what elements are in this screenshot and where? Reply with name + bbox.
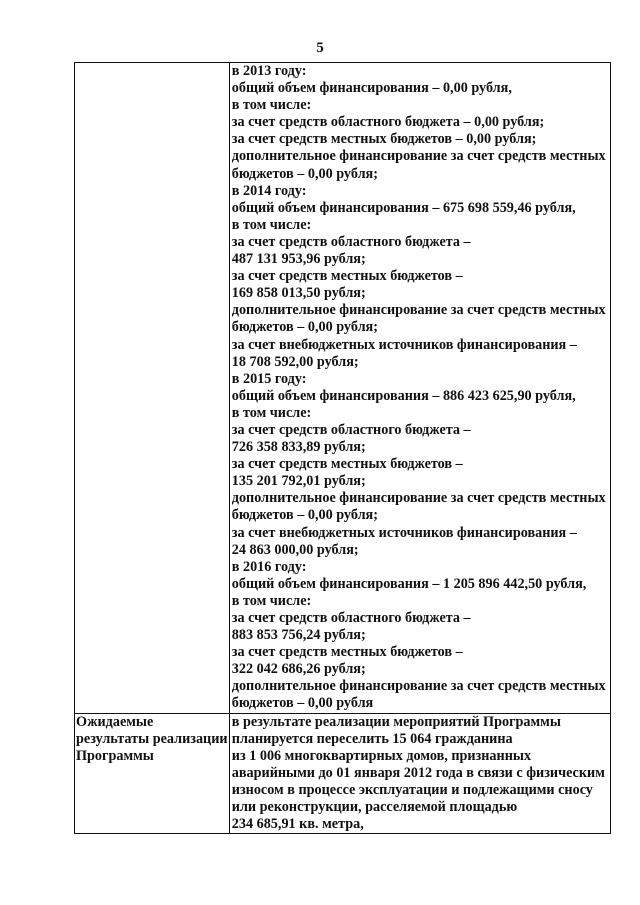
content-line: 234 685,91 кв. метра, <box>229 816 610 833</box>
row-label-cell <box>75 713 230 834</box>
content-line: 726 358 833,89 рубля; <box>229 439 610 456</box>
content-line: 487 131 953,96 рубля; <box>229 251 610 268</box>
content-line: общий объем финансирования – 886 423 625,90 рубля, <box>229 388 610 405</box>
content-line: 169 858 013,50 рубля; <box>229 285 610 302</box>
table-row <box>75 63 611 714</box>
content-line: 322 042 686,26 рубля; <box>229 661 610 678</box>
content-line: в том числе: <box>229 97 610 114</box>
content-line: за счет средств местных бюджетов – <box>229 456 610 473</box>
content-line: 883 853 756,24 рубля; <box>229 627 610 644</box>
row-label-line: Ожидаемые <box>76 713 154 730</box>
content-line: планируется переселить 15 064 гражданина <box>229 731 610 748</box>
content-line: бюджетов – 0,00 рубля; <box>229 319 610 336</box>
content-line: или реконструкции, расселяемой площадью <box>229 799 610 816</box>
content-line: дополнительное финансирование за счет средств местных <box>229 148 610 165</box>
content-line: бюджетов – 0,00 рубля <box>229 695 610 712</box>
content-line: за счет средств областного бюджета – <box>229 422 610 439</box>
content-line: дополнительное финансирование за счет средств местных <box>229 678 610 695</box>
row-label-cell <box>75 63 230 714</box>
content-line: в том числе: <box>229 405 610 422</box>
content-line: за счет средств местных бюджетов – 0,00 рубля; <box>229 131 610 148</box>
content-line: в 2014 году: <box>229 183 610 200</box>
content-line: 24 863 000,00 рубля; <box>229 542 610 559</box>
row-label-line: Программы <box>76 747 154 764</box>
content-line: износом в процессе эксплуатации и подлежащими сносу <box>229 782 610 799</box>
content-line: в 2013 году: <box>229 63 610 80</box>
content-line: за счет средств областного бюджета – <box>229 610 610 627</box>
content-line: в 2015 году: <box>229 371 610 388</box>
content-line: в том числе: <box>229 593 610 610</box>
row-label-line: результаты реализации <box>76 730 228 747</box>
content-line: общий объем финансирования – 675 698 559,46 рубля, <box>229 200 610 217</box>
content-line: дополнительное финансирование за счет средств местных <box>229 490 610 507</box>
content-line: аварийными до 01 января 2012 года в связи с физическим <box>229 765 610 782</box>
content-line: за счет внебюджетных источников финансирования – <box>229 337 610 354</box>
content-line: из 1 006 многоквартирных домов, признанных <box>229 748 610 765</box>
content-line: за счет средств местных бюджетов – <box>229 644 610 661</box>
content-line: за счет средств местных бюджетов – <box>229 268 610 285</box>
content-line: за счет внебюджетных источников финансирования – <box>229 525 610 542</box>
content-line: общий объем финансирования – 0,00 рубля, <box>229 80 610 97</box>
row-content-cell <box>229 63 610 714</box>
table-row <box>75 713 611 834</box>
content-line: бюджетов – 0,00 рубля; <box>229 166 610 183</box>
content-line: в том числе: <box>229 217 610 234</box>
row-content-cell <box>229 713 610 834</box>
content-line: за счет средств областного бюджета – <box>229 234 610 251</box>
content-line: за счет средств областного бюджета – 0,00 рубля; <box>229 114 610 131</box>
content-line: бюджетов – 0,00 рубля; <box>229 507 610 524</box>
page-number: 5 <box>316 40 324 56</box>
content-line: 135 201 792,01 рубля; <box>229 473 610 490</box>
content-line: общий объем финансирования – 1 205 896 442,50 рубля, <box>229 576 610 593</box>
content-line: в 2016 году: <box>229 559 610 576</box>
program-passport-table <box>74 62 611 834</box>
content-line: в результате реализации мероприятий Программы <box>229 714 610 731</box>
content-line: 18 708 592,00 рубля; <box>229 354 610 371</box>
content-line: дополнительное финансирование за счет средств местных <box>229 302 610 319</box>
